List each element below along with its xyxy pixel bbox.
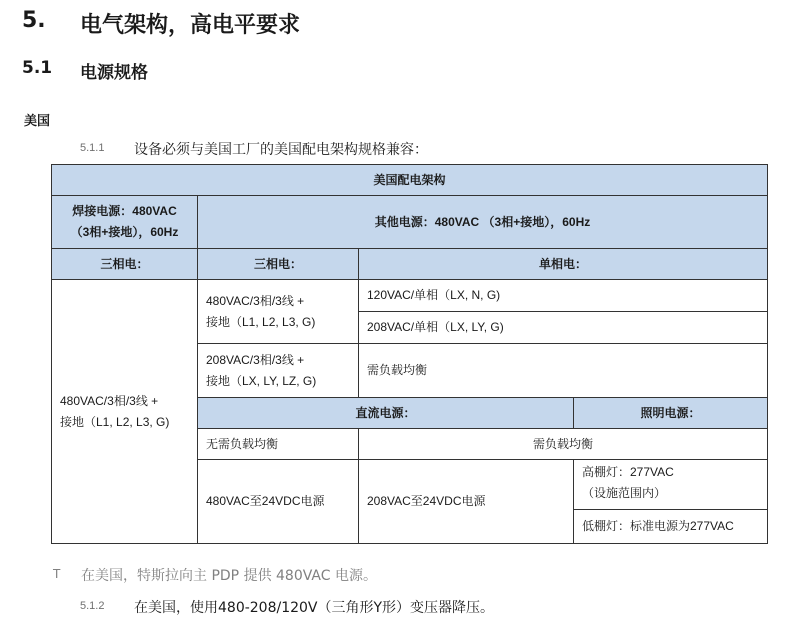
load-balance-required-cell: 需负载均衡	[359, 344, 768, 398]
high-bay-light	[574, 460, 767, 510]
three-phase-480-ground-cell	[52, 280, 198, 544]
single-phase-120-cell: 120VAC/单相（LX, N, G)	[359, 280, 768, 312]
clause-text: 设备必须与美国工厂的美国配电架构规格兼容：	[134, 142, 428, 158]
note-icon: T	[53, 567, 61, 581]
note-text: 在美国，特斯拉向主 PDP 提供 480VAC 电源。	[81, 568, 377, 584]
heading2-number: 5.1	[22, 58, 53, 78]
dc-power-header: 直流电源：	[198, 398, 574, 429]
single-phase-208-cell: 208VAC/单相（LX, LY, G)	[359, 312, 768, 344]
lighting-cell	[574, 460, 768, 544]
three-phase-480-line1: 480VAC/3相/3线 +	[206, 293, 305, 308]
three-phase-480-line2: 接地（L1, L2, L3, G)	[206, 314, 316, 329]
low-bay-light: 低棚灯：标准电源为277VAC	[582, 519, 734, 533]
single-phase-header: 单相电：	[359, 249, 768, 280]
three-phase-480-cell	[198, 280, 359, 344]
three-phase-480-ground-line1: 480VAC/3相/3线 +	[60, 393, 159, 408]
clause-text-2: 在美国，使用480-208/120V（三角形Y形）变压器降压。	[134, 600, 495, 616]
load-balance-required-cell-2: 需负载均衡	[359, 429, 768, 460]
three-phase-208-line2: 接地（LX, LY, LZ, G)	[206, 373, 317, 388]
three-phase-208-line1: 208VAC/3相/3线 +	[206, 352, 305, 367]
table-title: 美国配电架构	[52, 165, 768, 196]
high-bay-line2: （设施范围内）	[582, 486, 667, 500]
welding-power-line2: （3相+接地），60Hz	[70, 225, 179, 239]
clause-number: 5.1.1	[80, 142, 105, 154]
welding-power-cell	[52, 196, 198, 249]
region-label: 美国	[24, 114, 51, 129]
three-phase-208-cell	[198, 344, 359, 398]
welding-power-line1: 焊接电源：480VAC	[72, 204, 177, 218]
heading1-number: 5.	[22, 8, 46, 33]
high-bay-line1: 高棚灯：277VAC	[582, 465, 674, 479]
three-phase-header-2: 三相电：	[198, 249, 359, 280]
heading1-title: 电气架构，高电平要求	[80, 13, 301, 38]
dc-208-to-24-cell: 208VAC至24VDC电源	[359, 460, 574, 544]
three-phase-480-ground-line2: 接地（L1, L2, L3, G)	[60, 414, 170, 429]
no-load-balance-cell: 无需负载均衡	[198, 429, 359, 460]
lighting-power-header: 照明电源：	[574, 398, 768, 429]
heading2-title: 电源规格	[80, 63, 148, 83]
other-power-cell: 其他电源：480VAC （3相+接地），60Hz	[198, 196, 768, 249]
power-spec-table	[51, 164, 768, 544]
three-phase-header-1: 三相电：	[52, 249, 198, 280]
dc-480-to-24-cell: 480VAC至24VDC电源	[198, 460, 359, 544]
clause-number-2: 5.1.2	[80, 600, 105, 612]
